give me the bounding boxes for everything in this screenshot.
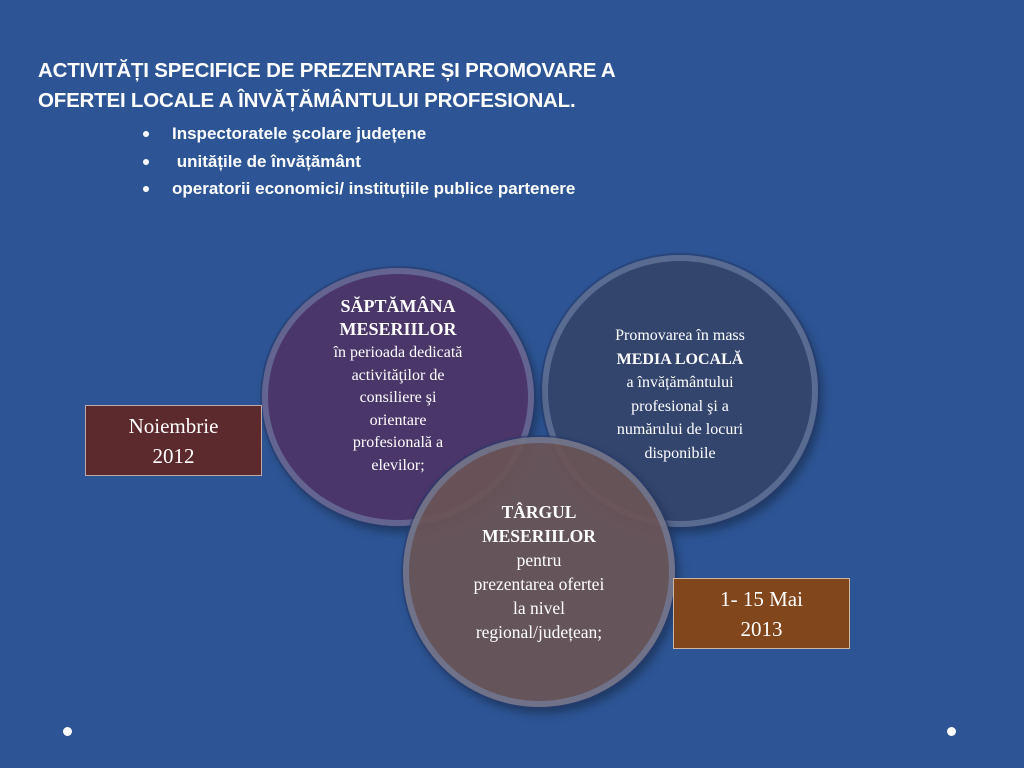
targul-line: prezentarea ofertei [473, 574, 605, 594]
targul-heading: MESERIILOR [482, 526, 596, 546]
date-box-mai [673, 578, 850, 649]
bullet-item: unitățile de învățământ [140, 148, 575, 176]
slide-title [38, 56, 738, 116]
date-year: 2012 [152, 444, 195, 468]
targul-line: regional/județean; [475, 622, 603, 642]
saptamana-line: activităţilor de [351, 366, 445, 384]
saptamana-line: elevilor; [371, 456, 425, 474]
media-line: numărului de locuri [616, 421, 744, 438]
right-dot-icon [947, 727, 956, 736]
bullet-item: Inspectoratele şcolare județene [140, 120, 575, 148]
saptamana-line: profesională a [352, 434, 444, 451]
date-month: 1- 15 Mai [720, 587, 803, 611]
saptamana-line: consiliere şi [359, 389, 437, 406]
saptamana-line: în perioada dedicată [333, 344, 463, 361]
saptamana-line: orientare [369, 411, 427, 429]
date-box-noiembrie [85, 405, 262, 476]
date-month: Noiembrie [128, 414, 219, 438]
bullet-item: operatorii economici/ instituțiile publice partenere [140, 175, 575, 203]
media-line: Promovarea în mass [615, 327, 745, 344]
circle-targul-meseriilor [403, 437, 675, 707]
media-line: profesional şi a [631, 397, 729, 415]
media-line: a învățământului [626, 374, 734, 391]
bullet-list [140, 120, 575, 203]
media-line: disponibile [644, 444, 716, 462]
left-dot-icon [63, 727, 72, 736]
title-line-2: OFERTEI LOCALE A ÎNVĂȚĂMÂNTULUI PROFESIONAL. [38, 89, 576, 112]
targul-heading: TÂRGUL [501, 502, 577, 522]
saptamana-heading: SĂPTĂMÂNA [340, 296, 456, 316]
title-line-1: ACTIVITĂȚI SPECIFICE DE PREZENTARE ȘI PROMOVARE A [38, 59, 616, 82]
saptamana-heading: MESERIILOR [339, 318, 457, 339]
date-year: 2013 [740, 617, 783, 641]
targul-line: pentru [516, 550, 562, 570]
targul-line: la nivel [513, 598, 565, 618]
media-heading: MEDIA LOCALĂ [616, 350, 744, 368]
